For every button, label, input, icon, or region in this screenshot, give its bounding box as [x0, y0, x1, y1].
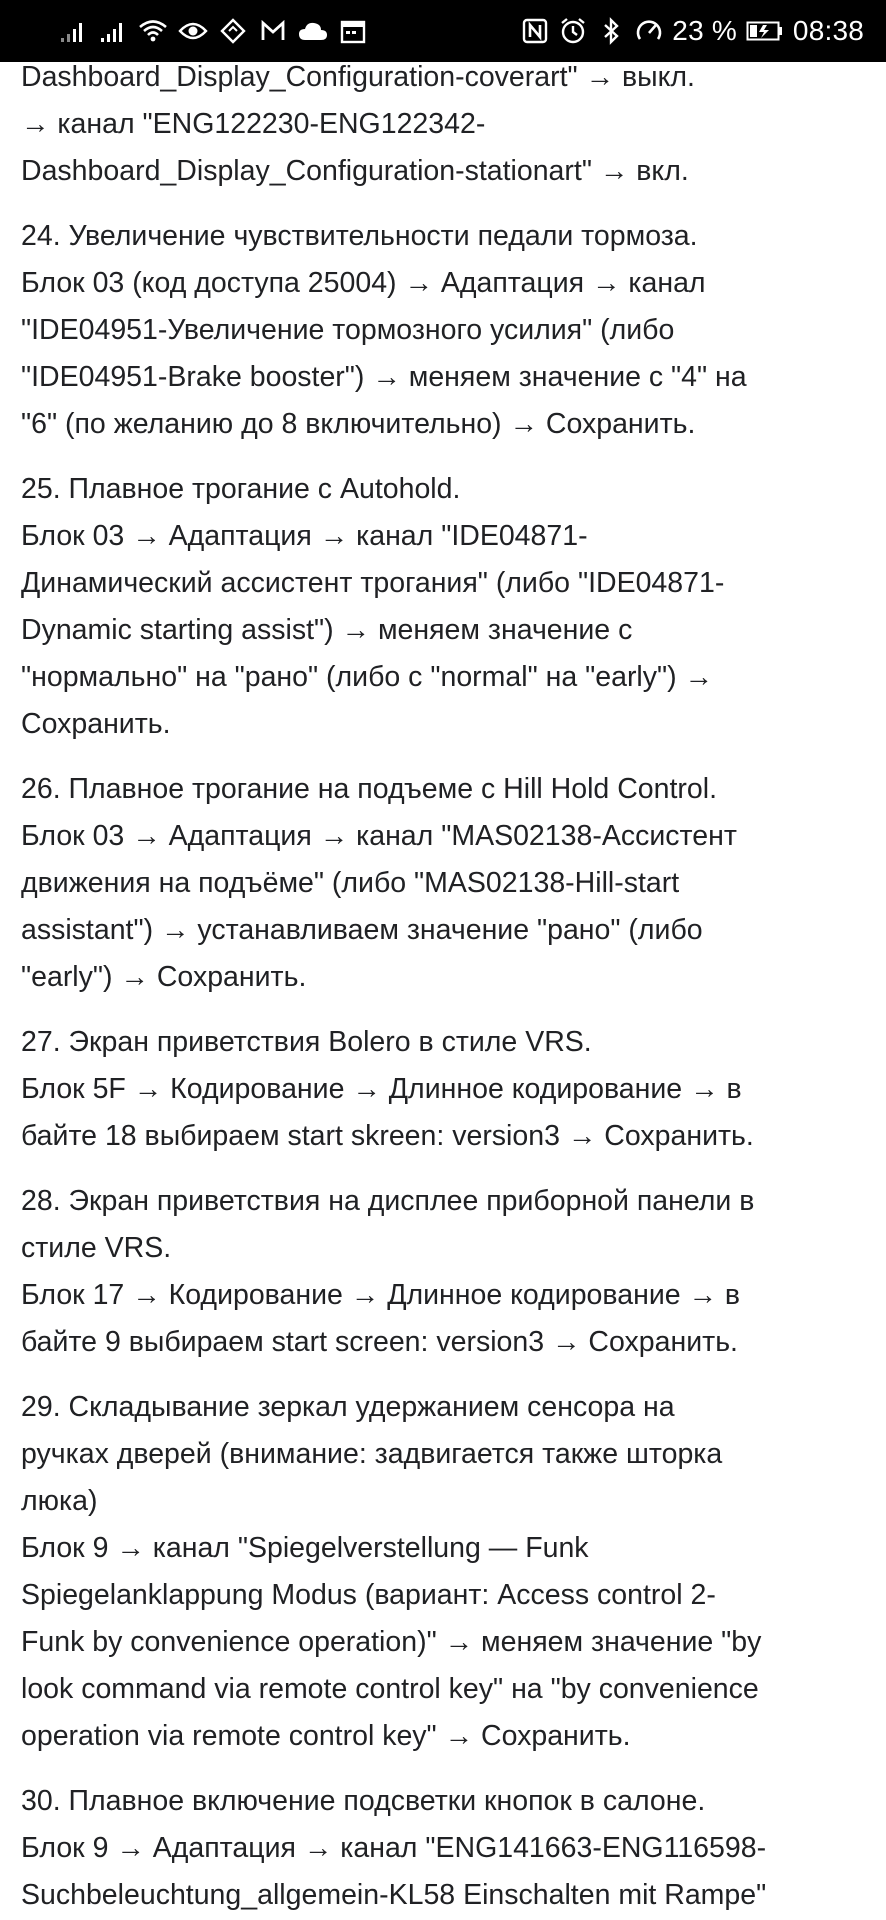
paragraph-line: "нормально" на "рано" (либо с "normal" на "early") → [21, 661, 714, 693]
article-viewport[interactable] [0, 62, 886, 1920]
paragraph-line: 24. Увеличение чувствительности педали тормоза. [21, 220, 698, 252]
paragraph-line: стиле VRS. [21, 1232, 172, 1264]
alarm-icon [558, 16, 588, 46]
signal-1-icon [58, 16, 88, 46]
paragraph-line: люка) [21, 1485, 98, 1517]
paragraph-line: Dashboard_Display_Configuration-stationart" → вкл. [21, 155, 689, 187]
paragraph-line: "IDE04951-Brake booster") → меняем значение с "4" на [21, 361, 747, 393]
wifi-icon [138, 16, 168, 46]
battery-charging-icon [745, 16, 785, 46]
article-paragraph [21, 1178, 871, 1366]
paragraph-line: "IDE04951-Увеличение тормозного усилия" (либо [21, 314, 675, 346]
paragraph-line: operation via remote control key" → Сохранить. [21, 1720, 631, 1752]
paragraph-line: Блок 03 → Адаптация → канал "IDE04871- [21, 520, 588, 552]
article-paragraph [21, 1019, 871, 1160]
data-saver-icon [634, 16, 664, 46]
paragraph-line: Сохранить. [21, 708, 171, 740]
paragraph-line: Funk by convenience operation)" → меняем значение "by [21, 1626, 762, 1658]
paragraph-line: движения на подъёме" (либо "MAS02138-Hill-start [21, 867, 680, 899]
status-bar [0, 0, 886, 62]
paragraph-line: ручках дверей (внимание: задвигается также шторка [21, 1438, 723, 1470]
article-body [21, 62, 871, 1920]
calendar-icon [338, 16, 368, 46]
paragraph-line: Блок 9 → канал "Spiegelverstellung — Funk [21, 1532, 589, 1564]
article-paragraph [21, 62, 871, 195]
paragraph-line: Блок 17 → Кодирование → Длинное кодирование → в [21, 1279, 741, 1311]
paragraph-line: assistant") → устанавливаем значение "рано" (либо [21, 914, 703, 946]
paragraph-line: 30. Плавное включение подсветки кнопок в салоне. [21, 1785, 706, 1817]
bluetooth-icon [596, 16, 626, 46]
paragraph-line: байте 9 выбираем start screen: version3 → Сохранить. [21, 1326, 738, 1358]
paragraph-line: Блок 9 → Адаптация → канал "ENG141663-ENG116598- [21, 1832, 767, 1864]
paragraph-line: Dashboard_Display_Configuration-coverart" → выкл. [21, 62, 695, 93]
paragraph-line: 25. Плавное трогание с Autohold. [21, 473, 461, 505]
article-paragraph [21, 466, 871, 748]
paragraph-line: байте 18 выбираем start skreen: version3 → Сохранить. [21, 1120, 754, 1152]
article-paragraph [21, 1778, 871, 1919]
paragraph-line: Блок 03 → Адаптация → канал "MAS02138-Ассистент [21, 820, 737, 852]
nfc-icon [520, 16, 550, 46]
tag-icon [218, 16, 248, 46]
eye-icon [178, 16, 208, 46]
paragraph-line: 29. Складывание зеркал удержанием сенсора на [21, 1391, 675, 1423]
paragraph-line: Dynamic starting assist") → меняем значение с [21, 614, 633, 646]
clock-time: 08:38 [792, 15, 864, 46]
paragraph-line: Блок 5F → Кодирование → Длинное кодирование → в [21, 1073, 742, 1105]
paragraph-line: Spiegelanklappung Modus (вариант: Access control 2- [21, 1579, 716, 1611]
paragraph-line: → канал "ENG122230-ENG122342- [21, 108, 486, 140]
paragraph-line: "early") → Сохранить. [21, 961, 307, 993]
article-paragraph [21, 213, 871, 448]
article-paragraph [21, 766, 871, 1001]
paragraph-line: Динамический ассистент трогания" (либо "IDE04871- [21, 567, 725, 599]
paragraph-line: "6" (по желанию до 8 включительно) → Сохранить. [21, 408, 696, 440]
signal-2-icon [98, 16, 128, 46]
cloud-icon [298, 16, 328, 46]
battery-percent: 23 % [672, 15, 737, 46]
paragraph-line: Блок 03 (код доступа 25004) → Адаптация → канал [21, 267, 706, 299]
status-bar-right [520, 16, 864, 46]
paragraph-line: Suchbeleuchtung_allgemein-KL58 Einschalten mit Rampe" [21, 1879, 767, 1911]
gmail-icon [258, 16, 288, 46]
article-paragraph [21, 1384, 871, 1760]
paragraph-line: 27. Экран приветствия Bolero в стиле VRS. [21, 1026, 592, 1058]
status-bar-left [58, 16, 368, 46]
paragraph-line: look command via remote control key" на "by convenience [21, 1673, 759, 1705]
paragraph-line: 26. Плавное трогание на подъеме с Hill Hold Control. [21, 773, 717, 805]
paragraph-line: 28. Экран приветствия на дисплее приборной панели в [21, 1185, 755, 1217]
